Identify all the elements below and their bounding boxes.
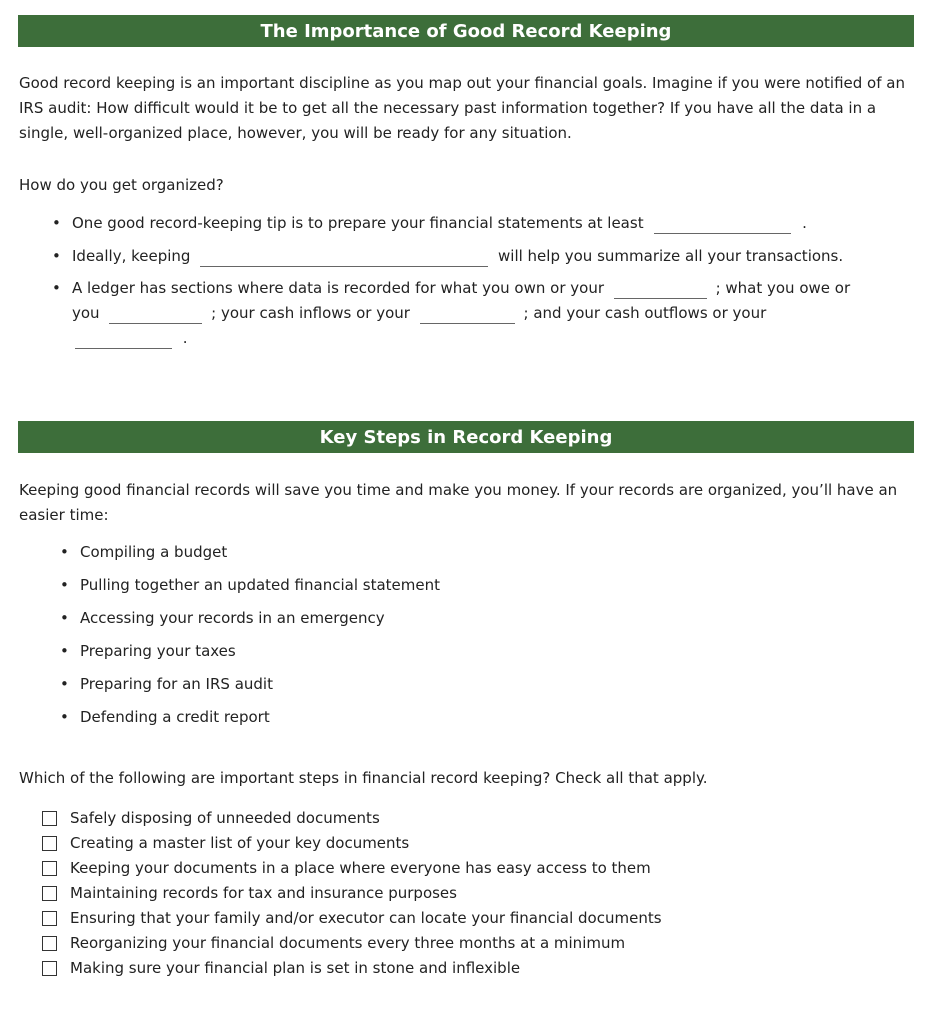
checkbox[interactable]	[42, 961, 57, 976]
checkbox[interactable]	[42, 911, 57, 926]
checkbox-option[interactable]	[42, 831, 662, 856]
checkbox-option[interactable]	[42, 806, 662, 831]
key-steps-intro: Keeping good financial records will save you time and make you money. If your records are organized, you’ll have an easier time:	[19, 481, 898, 524]
blank-keeping[interactable]	[200, 265, 488, 267]
checkbox-label: Reorganizing your financial documents every three months at a minimum	[70, 934, 626, 952]
checkbox-label: Keeping your documents in a place where everyone has easy access to them	[70, 859, 651, 877]
bullet-statements-text: One good record-keeping tip is to prepare your financial statements at least	[72, 214, 644, 232]
bullet-keeping-after: will help you summarize all your transactions.	[498, 247, 844, 265]
list-item: • Pulling together an updated financial statement	[80, 573, 440, 606]
bullet-statements-end: .	[802, 214, 807, 232]
blank-frequency[interactable]	[654, 232, 791, 234]
checkbox-label: Ensuring that your family and/or executor can locate your financial documents	[70, 909, 662, 927]
checkbox-list	[42, 806, 662, 981]
checkbox-label: Making sure your financial plan is set in stone and inflexible	[70, 959, 521, 977]
checkbox-option[interactable]	[42, 956, 662, 981]
bullet-keeping	[72, 244, 922, 269]
ledger-part5: ; and your cash outflows or your	[523, 304, 767, 322]
organize-question: How do you get organized?	[19, 176, 224, 194]
importance-intro: Good record keeping is an important discipline as you map out your financial goals. Imagine if you were notified of an IRS audit: How difficult would it be to get all the necessary past information together? If you have all the data in a single, well-organized place, however, you will be ready for any situation.	[19, 74, 905, 142]
blank-assets[interactable]	[614, 297, 707, 299]
easier-time-list	[80, 540, 440, 738]
ledger-part3: you	[72, 304, 100, 322]
checkbox-label: Safely disposing of unneeded documents	[70, 809, 380, 827]
bullet-keeping-before: Ideally, keeping	[72, 247, 191, 265]
checkbox-option[interactable]	[42, 881, 662, 906]
list-item: • Preparing your taxes	[80, 639, 440, 672]
checkbox-option[interactable]	[42, 906, 662, 931]
list-item: • Preparing for an IRS audit	[80, 672, 440, 705]
checkbox[interactable]	[42, 836, 57, 851]
checkbox-label: Creating a master list of your key documents	[70, 834, 410, 852]
check-question: Which of the following are important steps in financial record keeping? Check all that apply.	[19, 769, 708, 787]
blank-income[interactable]	[420, 322, 515, 324]
checkbox-option[interactable]	[42, 931, 662, 956]
ledger-part4: ; your cash inflows or your	[211, 304, 410, 322]
checkbox[interactable]	[42, 886, 57, 901]
checkbox[interactable]	[42, 811, 57, 826]
section-title-importance: The Importance of Good Record Keeping	[18, 15, 914, 47]
bullet-ledger	[72, 276, 922, 351]
checkbox[interactable]	[42, 861, 57, 876]
ledger-part2: ; what you owe or	[715, 279, 851, 297]
list-item: • Compiling a budget	[80, 540, 440, 573]
blank-liabilities[interactable]	[109, 322, 202, 324]
checkbox[interactable]	[42, 936, 57, 951]
checkbox-option[interactable]	[42, 856, 662, 881]
ledger-part6: .	[182, 329, 188, 347]
ledger-part1: A ledger has sections where data is recorded for what you own or your	[72, 279, 604, 297]
blank-expenses[interactable]	[75, 347, 172, 349]
bullet-statements	[72, 211, 922, 236]
section-title-key-steps: Key Steps in Record Keeping	[18, 421, 914, 453]
checkbox-label: Maintaining records for tax and insurance purposes	[70, 884, 457, 902]
list-item: • Accessing your records in an emergency	[80, 606, 440, 639]
list-item: • Defending a credit report	[80, 705, 440, 738]
